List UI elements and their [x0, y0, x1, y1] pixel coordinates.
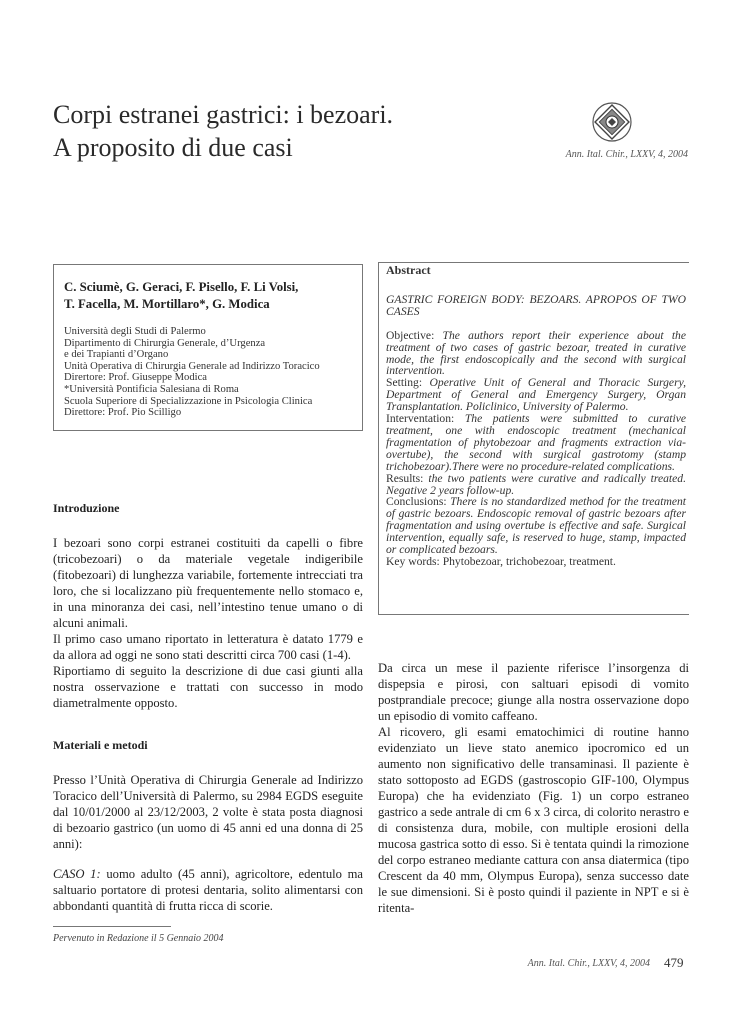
section-spacer	[53, 711, 363, 737]
intro-heading: Introduzione	[53, 501, 120, 515]
right-paragraph-2: Al ricovero, gli esami ematochimici di routine hanno evidenziato un lieve stato anemico ipocromico ed un aumento non significativo delle transaminasi. Il paziente è stato sottoposto ad EGDS (gastroscopio GIF-100, Olympus Europa) che ha evidenziato (Fig. 1) un corpo estraneo gastrico a sede antrale di cm 6 x 3 circa, di colorito nerastro e di consistenza dura, mobile, con multiple erosioni della mucosa gastrica sotto di esso. Si è tentata quindi la rimozione del corpo estraneo mediante cattura con ansa diatermica (tipo Crescent da 40 mm, Olympus Europa), senza successo date le sue dimensioni. Si è posto quindi il paziente in NPT e si è ritenta-	[378, 725, 689, 915]
received-date-footnote: Pervenuto in Redazione il 5 Gennaio 2004	[53, 933, 224, 944]
section-label: Conclusions:	[386, 495, 451, 509]
section-label: Results:	[386, 471, 429, 485]
right-column	[378, 660, 689, 916]
title-line-1: Corpi estranei gastrici: i bezoari.	[53, 100, 394, 129]
journal-reference: Ann. Ital. Chir., LXXV, 4, 2004	[565, 149, 688, 160]
page-number: 479	[664, 955, 684, 970]
title-line-2: A proposito di due casi	[53, 133, 293, 162]
abstract-intervention	[386, 413, 686, 473]
affiliation-line: Dirertore: Prof. Giuseppe Modica	[64, 372, 207, 384]
abstract	[386, 265, 686, 568]
abstract-heading: Abstract	[386, 263, 431, 277]
paragraph-spacer	[53, 852, 363, 866]
affiliation-line: e dei Trapianti d’Organo	[64, 349, 169, 361]
authors-line-2: T. Facella, M. Mortillaro*, G. Modica	[64, 297, 270, 311]
left-column	[53, 500, 363, 914]
abstract-side-rule	[378, 262, 379, 615]
keywords-label: Key words:	[386, 554, 443, 568]
abstract-conclusions	[386, 496, 686, 556]
affiliation-line: Direttore: Prof. Pio Scilligo	[64, 407, 182, 419]
affiliation-line: Unità Operativa di Chirurgia Generale ad Indirizzo Toracico	[64, 360, 320, 372]
section-text: The patients were submitted to curative treatment, one with endoscopic treatment (mechanical fragmentation of phytobezoar and fragments extraction via-overtube), the second with surgical gastrotomy (stamp trichobezoar).There were no procedure-related complications.	[386, 412, 686, 473]
section-label: Setting:	[386, 376, 430, 390]
section-label: Objective:	[386, 328, 443, 342]
footer-journal-reference: Ann. Ital. Chir., LXXV, 4, 2004	[527, 958, 650, 969]
methods-paragraph-1: Presso l’Unità Operativa di Chirurgia Generale ad Indirizzo Toracico dell’Università di Palermo, su 2984 EGDS eseguite dal 10/01/2000 al 23/12/2003, 2 volte è stata posta diagnosi di bezoario gastrico (un uomo di 45 anni ed una donna di 25 anni):	[53, 773, 363, 851]
intro-paragraph-2: Il primo caso umano riportato in letteratura è datato 1779 e da allora ad oggi ne sono stati descritti circa 700 casi (1-4).	[53, 632, 363, 662]
right-paragraph-1: Da circa un mese il paziente riferisce l’insorgenza di dispepsia e pirosi, con saltuari episodi di vomito postprandiale precoce; giunge alla nostra osservazione dopo un episodio di vomito caffeano.	[378, 661, 689, 723]
intro-paragraph-3: Riportiamo di seguito la descrizione di due casi giunti alla nostra osservazione e trattati con successo in modo diametralmente opposto.	[53, 664, 363, 710]
journal-seal-icon	[591, 101, 633, 143]
section-label: Interventation:	[386, 412, 465, 426]
section-text: The authors report their experience about the treatment of two cases of gastric bezoar, treated in curative mode, the first endoscopically and the second with surgical intervention.	[386, 328, 686, 378]
affiliation-line: Università degli Studi di Palermo	[64, 326, 206, 337]
case-1-text: uomo adulto (45 anni), agricoltore, edentulo ma saltuario portatore di protesi dentaria, solito alimentarsi con abbondanti quantità di frutta ricca di scorie.	[53, 867, 364, 913]
case-1-paragraph	[53, 866, 363, 914]
authors-line-1: C. Sciumè, G. Geraci, F. Pisello, F. Li Volsi,	[64, 280, 299, 294]
keywords-text: Phytobezoar, trichobezoar, treatment.	[442, 554, 616, 568]
intro-paragraph-1: I bezoari sono corpi estranei costituiti da capelli o fibre (tricobezoari) o da materiale vegetale indigeribile (fitobezoari) di lunghezza variabile, fortemente intrecciati tra loro, che si localizzano più frequentemente nello stomaco e, in una minoranza dei casi, nell’intestino tenue umano o di alcuni animali.	[53, 536, 363, 630]
section-text: Operative Unit of General and Thoracic Surgery, Department of General and Emergency Surgery, Organ Transplantation. Policlinico, University of Palermo.	[386, 376, 686, 414]
abstract-bottom-rule	[378, 614, 689, 615]
abstract-objective	[386, 330, 686, 378]
affiliations	[64, 326, 352, 419]
article-title	[53, 98, 493, 164]
authors-box	[53, 264, 363, 431]
section-text: There is no standardized method for the treatment of gastric bezoars. Endoscopic removal of gastric bezoars after fragmentation and using overtube is effective and safe. Surgical intervention, equally safe, is reserved to huge, stamp, impacted or complicated bezoars.	[386, 495, 686, 557]
affiliation-line: *Università Pontificia Salesiana di Roma	[64, 383, 239, 395]
author-list	[64, 279, 352, 313]
abstract-setting	[386, 377, 686, 413]
affiliation-line: Scuola Superiore di Specializzazione in Psicologia Clinica	[64, 395, 313, 407]
affiliation-line: Dipartimento di Chirurgia Generale, d’Urgenza	[64, 337, 266, 349]
abstract-results	[386, 473, 686, 497]
abstract-subtitle: GASTRIC FOREIGN BODY: BEZOARS. APROPOS OF TWO CASES	[386, 292, 686, 318]
abstract-keywords	[386, 556, 686, 568]
methods-heading: Materiali e metodi	[53, 738, 148, 752]
section-text: the two patients were curative and radically treated. Negative 2 years follow-up.	[386, 471, 686, 497]
case-1-label: CASO 1:	[53, 867, 101, 881]
footnote-rule	[53, 926, 171, 927]
